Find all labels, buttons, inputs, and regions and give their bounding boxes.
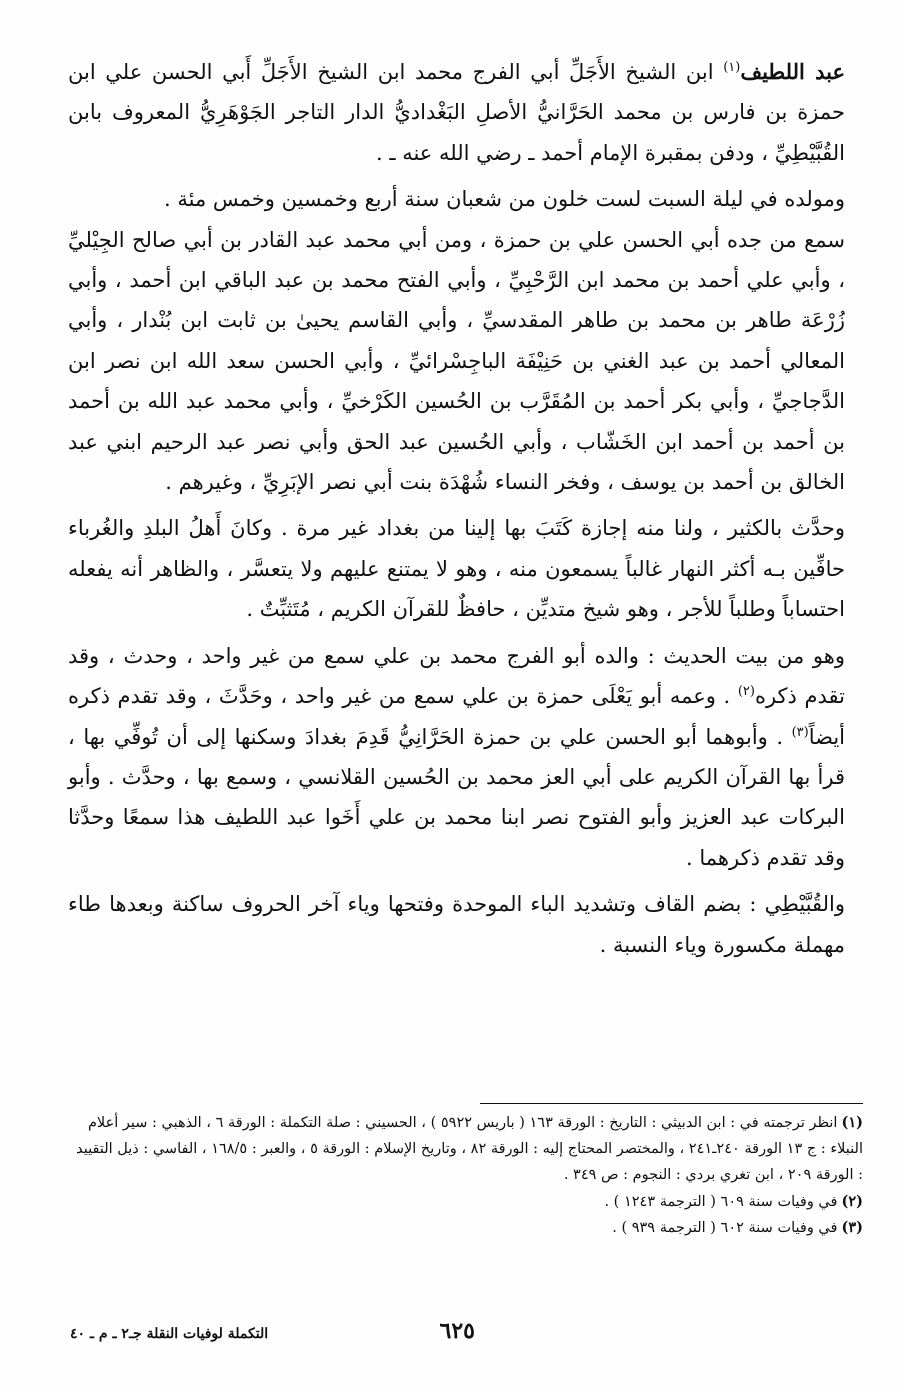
footnote [70,1189,863,1215]
running-title: التكملة لوفيات النقلة جـ٢ ـ م ـ ٤٠ [70,1326,269,1342]
footnote-number: (٢) [841,1192,863,1210]
paragraph-text: ابن الشيخ الأَجَلِّ أبي الفرج محمد ابن الشيخ الأَجَلِّ أَبي الحسن علي ابن حمزة بن فارس بن محمد الحَرَّانيُّ الأصلِ البَغْداديُّ الدار التاجر الجَوْهَرِيُّ المعروف بابن القُبَّيْطِيِّ ، ودفن بمقبرة الإمام أحمد ـ رضي الله عنه ـ . [68,60,845,165]
footnote-text: انظر ترجمته في : ابن الدبيثي : التاريخ : الورقة ١٦٣ ( باريس ٥٩٢٢ ) ، الحسيني : صلة التكملة : الورقة ٦ ، الذهبي : سير أعلام النبلاء : ج ١٣ الورقة ٢٤٠ـ٢٤١ ، والمختصر المحتاج إليه : الورقة ٨٢ ، وتاريخ الإسلام : الورقة ٥ ، والعبر : ١٦٨/٥ ، الفاسي : ذيل التقييد : الورقة ٢٠٩ ، ابن تغري بردي : النجوم : ص ٣٤٩ . [76,1115,863,1184]
paragraph-text: ومولده في ليلة السبت لست خلون من شعبان سنة أربع وخمسين وخمس مئة . [164,187,845,212]
page-number: ٦٢٥ [439,1318,475,1344]
footnote-text: في وفيات سنة ٦٠٢ ( الترجمة ٩٣٩ ) . [612,1219,838,1236]
footnote-divider [480,1103,863,1104]
main-text [68,52,845,965]
footnote-number: (٣) [841,1218,863,1236]
paragraph-text: . وأبوهما أبو الحسن علي بن حمزة الحَرَّانِيُّ قَدِمَ بغدادَ وسكنها إلى أن تُوفِّي بها ، قرأ بها القرآن الكريم على أبي العز محمد بن الحُسين القلانسي ، وسمع بها ، وحدَّث . وأبو البركات عبد العزيز وأبو الفتوح نصر ابنا محمد بن علي أَخَوا عبد اللطيف هذا سمعًا وحدَّثا وقد تقدم ذكرهما . [68,724,845,870]
footnotes [70,1110,863,1241]
paragraph-birth [68,179,845,219]
paragraph-text: وحدَّث بالكثير ، ولنا منه إجازة كَتَبَ بها إلينا من بغداد غير مرة . وكانَ أَهلُ البلدِ والغُرباء حافِّين بـه أكثر النهار غالباً يسمعون منه ، وهو لا يمتنع عليهم ولا يتعسَّر ، والظاهر أنه يفعله احتساباً وطلباً للأجر ، وهو شيخ متديِّن ، حافظٌ للقرآن الكريم ، مُتَثبِّتٌ . [68,516,845,622]
footnote-reference: (٣) [791,724,809,740]
footnote-reference: (٢) [737,684,755,700]
paragraph-text: . وعمه أبو يَعْلَى حمزة بن علي سمع من غير واحد ، وحَدَّثَ ، وقد تقدم ذكره أيضاً [68,684,845,749]
paragraph-teachers [68,220,845,503]
paragraph-text: وهو من بيت الحديث : والده أبو الفرج محمد بن علي سمع من غير واحد ، وحدث ، وقد تقدم ذكره [68,643,845,709]
page-footer [40,1318,863,1358]
paragraph-family [68,636,845,878]
footnote-number: (١) [841,1114,863,1131]
footnote-text: في وفيات سنة ٦٠٩ ( الترجمة ١٢٤٣ ) . [604,1193,838,1210]
paragraph-narration [68,508,845,629]
paragraph-nisba [68,884,845,965]
paragraph-text: والقُبَّيْطِي : بضم القاف وتشديد الباء الموحدة وفتحها وياء آخر الحروف ساكنة وبعدها طاء مهملة مكسورة وياء النسبة . [68,892,845,957]
paragraph-text: سمع من جده أبي الحسن علي بن حمزة ، ومن أبي محمد عبد القادر بن أبي صالح الجِيْليِّ ، وأبي علي أحمد بن محمد ابن الرَّحْبِيِّ ، وأبي الفتح محمد بن عبد الباقي ابن أحمد ، وأبي زُرْعَة طاهر بن محمد بن طاهر المقدسيِّ ، وأبي القاسم يحيىٰ بن ثابت ابن بُنْدار ، وأبي المعالي أحمد بن عبد الغني بن حَنِيْفَة الباجِسْرائيِّ ، وأبي الحسن سعد الله ابن نصر ابن الدَّجاجيِّ ، وأبي بكر أحمد بن المُقَرَّب بن الحُسين الكَرْخيِّ ، وأبي محمد عبد الله بن أحمد بن أحمد بن أحمد ابن الخَشّاب ، وأبي الحُسين عبد الحق وأبي نصر عبد الرحيم ابني عبد الخالق بن أحمد بن يوسف ، وفخر النساء شُهْدَة بنت أبي نصر الإبَرِيِّ ، وغيرهم . [68,227,845,495]
entry-name: عبد اللطيف [740,59,845,84]
paragraph-heading-entry [68,52,845,173]
footnote [70,1110,863,1189]
footnote-reference: (١) [723,60,741,75]
footnote [70,1215,863,1241]
